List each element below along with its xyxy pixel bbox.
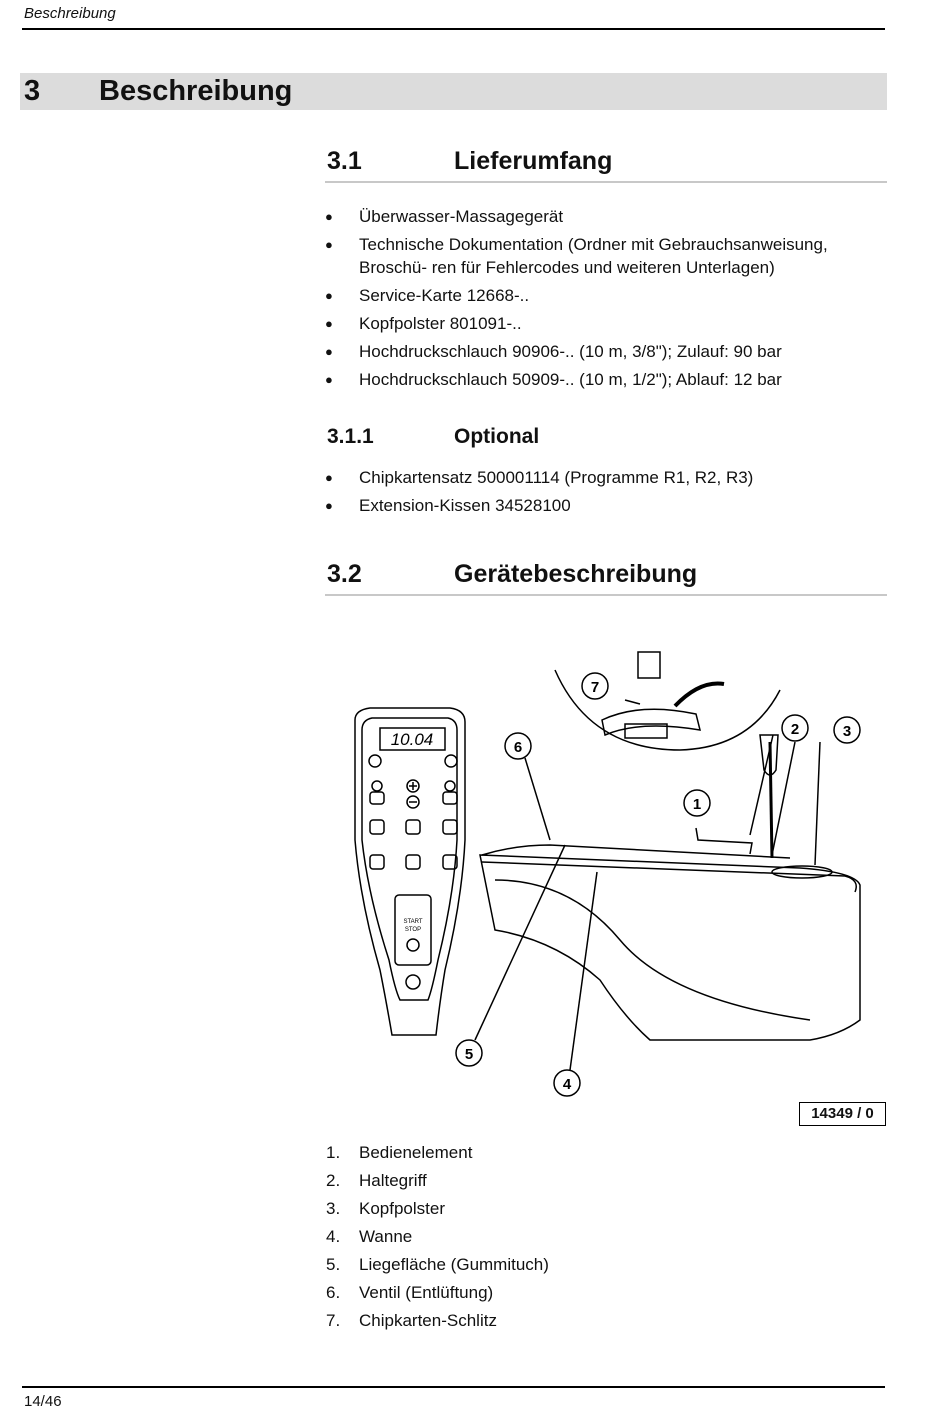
stop-label: STOP bbox=[404, 927, 422, 933]
optional-list bbox=[325, 466, 885, 522]
legend-item: 5. Liegefläche (Gummituch) bbox=[326, 1255, 549, 1274]
subsection-number: 3.1.1 bbox=[327, 425, 374, 448]
list-item: ● Chipkartensatz 500001114 (Programme R1, R2, R3) bbox=[325, 466, 885, 489]
list-item: ● Service-Karte 12668-.. bbox=[325, 284, 885, 307]
subsection-heading-optional bbox=[327, 425, 540, 449]
callout-2: 2 bbox=[790, 721, 800, 738]
footer-rule bbox=[22, 1386, 885, 1388]
section-number: 3.2 bbox=[327, 560, 362, 588]
section-heading-lieferumfang bbox=[325, 145, 887, 183]
legend-item: 3. Kopfpolster bbox=[326, 1199, 445, 1218]
panel-display-text: 10.04 bbox=[390, 730, 434, 749]
legend-item: 4. Wanne bbox=[326, 1227, 413, 1246]
start-label: START bbox=[403, 919, 423, 925]
subsection-title: Optional bbox=[454, 425, 540, 448]
list-item: ● Technische Dokumentation (Ordner mit Gebrauchsanweisung, Broschü- ren für Fehlercodes und weiteren Unterlagen) bbox=[325, 233, 859, 279]
callout-4: 4 bbox=[562, 1076, 572, 1093]
delivery-list bbox=[325, 205, 885, 396]
figure-reference: 14349 / 0 bbox=[799, 1102, 886, 1126]
running-header: Beschreibung bbox=[24, 5, 116, 22]
figure-legend bbox=[326, 1139, 549, 1335]
callout-6: 6 bbox=[513, 739, 523, 756]
control-panel-drawing bbox=[355, 708, 465, 1035]
page-number: 14/46 bbox=[24, 1393, 62, 1410]
section-number: 3.1 bbox=[327, 147, 362, 175]
callout-3: 3 bbox=[842, 723, 852, 740]
list-item: ● Kopfpolster 801091-.. bbox=[325, 312, 885, 335]
massage-bed-drawing bbox=[480, 735, 860, 1040]
legend-item: 2. Haltegriff bbox=[326, 1171, 427, 1190]
list-item: ● Hochdruckschlauch 50909-.. (10 m, 1/2"); Ablauf: 12 bar bbox=[325, 368, 885, 391]
chapter-title: Beschreibung bbox=[99, 75, 293, 107]
list-item: ● Hochdruckschlauch 90906-.. (10 m, 3/8"); Zulauf: 90 bar bbox=[325, 340, 885, 363]
chapter-number: 3 bbox=[24, 75, 41, 107]
callout-7: 7 bbox=[590, 679, 600, 696]
list-item: ● Extension-Kissen 34528100 bbox=[325, 494, 885, 517]
device-illustration bbox=[340, 640, 880, 1100]
callout-1: 1 bbox=[692, 796, 702, 813]
header-rule bbox=[22, 28, 885, 30]
callout-5: 5 bbox=[464, 1046, 474, 1063]
section-heading-geraetebeschreibung bbox=[325, 558, 887, 596]
list-item: ● Überwasser-Massagegerät bbox=[325, 205, 885, 228]
legend-item: 7. Chipkarten-Schlitz bbox=[326, 1311, 497, 1330]
chip-card-detail-drawing bbox=[555, 652, 780, 750]
legend-item: 1. Bedienelement bbox=[326, 1143, 473, 1162]
section-title: Gerätebeschreibung bbox=[454, 560, 698, 588]
chapter-heading bbox=[20, 73, 887, 110]
legend-item: 6. Ventil (Entlüftung) bbox=[326, 1283, 494, 1302]
section-title: Lieferumfang bbox=[454, 147, 613, 175]
